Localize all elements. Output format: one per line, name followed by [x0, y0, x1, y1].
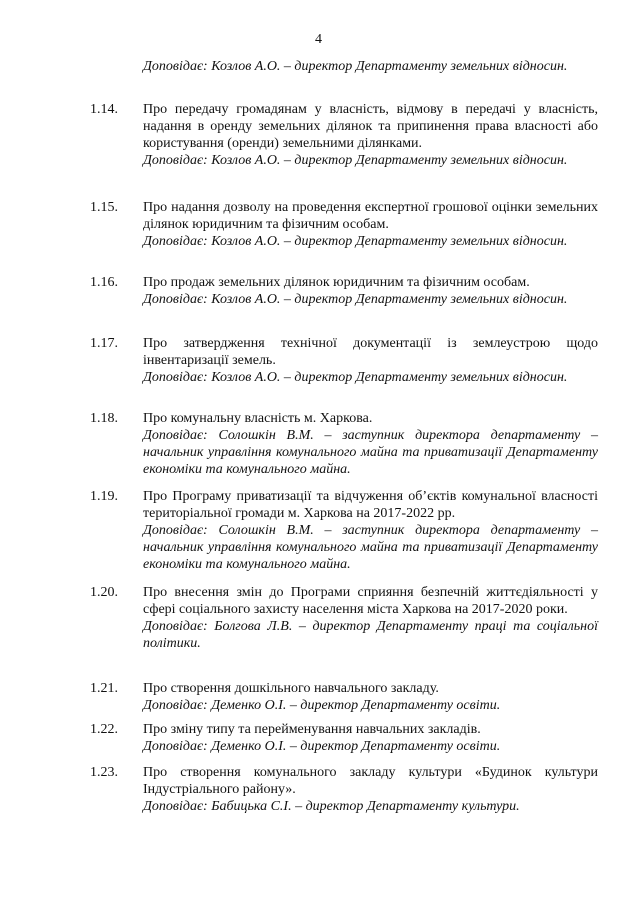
agenda-item-number: 1.20.	[90, 585, 118, 600]
agenda-speaker: Доповідає: Солошкін В.М. – заступник директора департаменту – начальник управління комунального майна та приватизації Департаменту економіки та комунального майна.	[143, 523, 598, 572]
agenda-item-number: 1.22.	[90, 722, 118, 737]
agenda-item-title: Про внесення змін до Програми сприяння безпечній життєдіяльності у сфері соціального захисту населення міста Харкова на 2017-2020 роки.	[143, 585, 598, 617]
agenda-item-number: 1.19.	[90, 489, 118, 504]
agenda-item-title: Про створення комунального закладу культури «Будинок культури Індустріального району».	[143, 765, 598, 797]
agenda-speaker: Доповідає: Козлов А.О. – директор Департаменту земельних відносин.	[143, 292, 568, 307]
agenda-item-number: 1.16.	[90, 275, 118, 290]
agenda-item-number: 1.21.	[90, 681, 118, 696]
agenda-speaker: Доповідає: Козлов А.О. – директор Департаменту земельних відносин.	[143, 59, 568, 74]
agenda-item-number: 1.17.	[90, 336, 118, 351]
agenda-item-title: Про зміну типу та перейменування навчальних закладів.	[143, 722, 481, 737]
agenda-item-title: Про передачу громадянам у власність, відмову в передачі у власність, надання в оренду земельних ділянок та припинення права власності або користування (оренди) земельними ділянками.	[143, 102, 598, 151]
agenda-item-title: Про Програму приватизації та відчуження об’єктів комунальної власності територіальної громади м. Харкова на 2017-2022 рр.	[143, 489, 598, 521]
agenda-item-number: 1.14.	[90, 102, 118, 117]
agenda-item-number: 1.23.	[90, 765, 118, 780]
agenda-item-title: Про надання дозволу на проведення експертної грошової оцінки земельних ділянок юридичним та фізичним особам.	[143, 200, 598, 232]
agenda-item-number: 1.15.	[90, 200, 118, 215]
agenda-speaker: Доповідає: Солошкін В.М. – заступник директора департаменту – начальник управління комунального майна та приватизації Департаменту економіки та комунального майна.	[143, 428, 598, 477]
agenda-item-title: Про затвердження технічної документації із землеустрою щодо інвентаризації земель.	[143, 336, 598, 368]
agenda-item-title: Про створення дошкільного навчального закладу.	[143, 681, 439, 696]
agenda-item-title: Про комунальну власність м. Харкова.	[143, 411, 373, 426]
page-number: 4	[315, 32, 322, 47]
agenda-speaker: Доповідає: Деменко О.І. – директор Департаменту освіти.	[143, 739, 501, 754]
agenda-speaker: Доповідає: Болгова Л.В. – директор Департаменту праці та соціальної політики.	[143, 619, 598, 651]
agenda-speaker: Доповідає: Козлов А.О. – директор Департаменту земельних відносин.	[143, 234, 568, 249]
agenda-item-number: 1.18.	[90, 411, 118, 426]
agenda-item-title: Про продаж земельних ділянок юридичним та фізичним особам.	[143, 275, 530, 290]
agenda-speaker: Доповідає: Деменко О.І. – директор Департаменту освіти.	[143, 698, 501, 713]
agenda-speaker: Доповідає: Козлов А.О. – директор Департаменту земельних відносин.	[143, 153, 568, 168]
agenda-speaker: Доповідає: Бабицька С.І. – директор Департаменту культури.	[143, 799, 520, 814]
agenda-speaker: Доповідає: Козлов А.О. – директор Департаменту земельних відносин.	[143, 370, 568, 385]
